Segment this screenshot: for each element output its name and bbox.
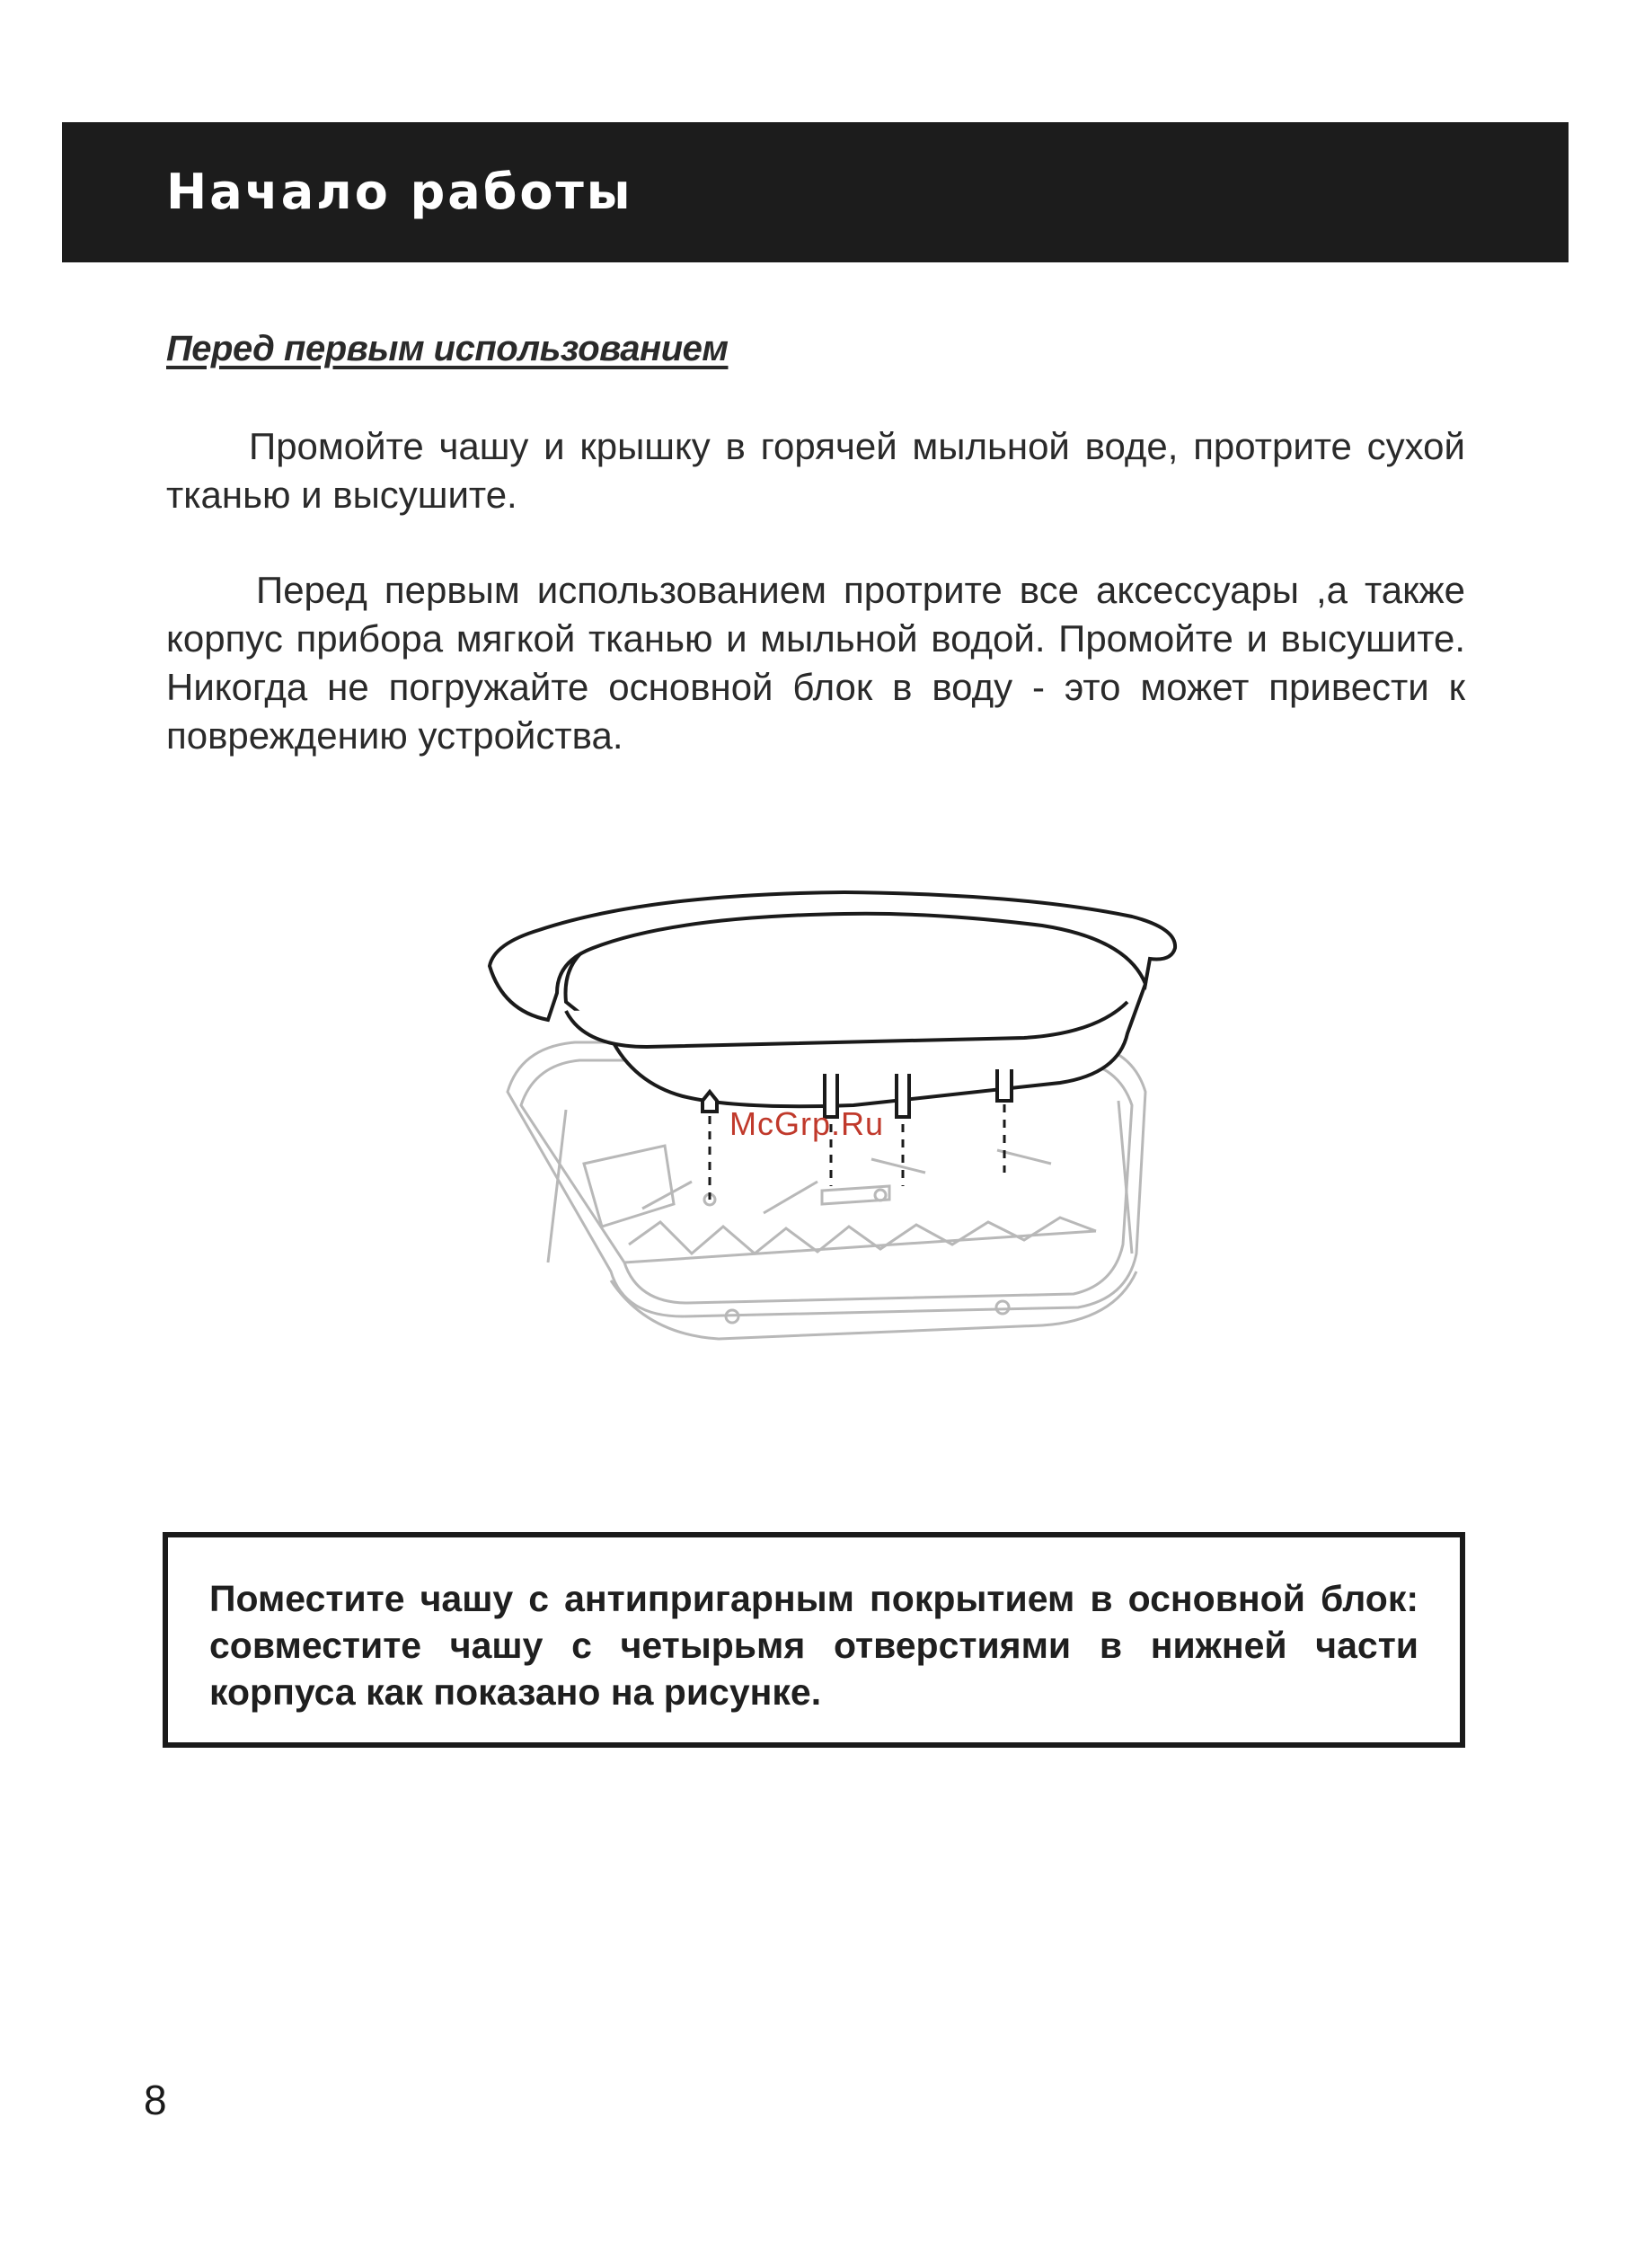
section-header-bar: [62, 122, 1569, 262]
instruction-note-box: [163, 1532, 1465, 1748]
bowl-insertion-illustration: [467, 876, 1186, 1487]
page-number: 8: [144, 2077, 167, 2123]
section-title: Начало работы: [166, 164, 633, 220]
paragraph-wash-bowl: Промойте чашу и крышку в горячей мыльной воде, протрите сухой тканью и высушите.: [166, 425, 1465, 516]
watermark-text: McGrp.Ru: [729, 1105, 885, 1142]
subsection-heading: Перед первым использованием: [166, 329, 729, 368]
instruction-note-text: Поместите чашу с антипригарным покрытием в основной блок: совместите чашу с четырьмя отверстиями в нижней части корпуса как показано на рисунке.: [209, 1578, 1418, 1713]
paragraph-clean-accessories: Перед первым использованием протрите все аксессуары ,а также корпус прибора мягкой тканью и мыльной водой. Промойте и высушите. Никогда не погружайте основной блок в воду - это может привести к повреждению устройства.: [166, 569, 1465, 757]
bowl-drawing: [490, 892, 1175, 1117]
